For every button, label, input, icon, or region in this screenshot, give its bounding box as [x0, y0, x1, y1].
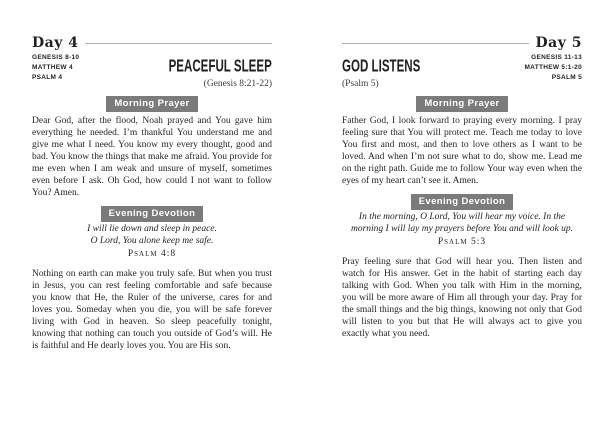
morning-prayer-badge: Morning Prayer — [106, 96, 197, 112]
header-rule — [342, 43, 529, 44]
scripture-reference: MATTHEW 4 — [32, 64, 73, 71]
evening-devotion-text: Pray feeling sure that God will hear you. Then listen and watch for His answer. Get in the habit of starting each day talking with God. When you talk with Him in the morning, you will be more aware of Him all through your day. Pray for the small things and the big things, knowing not only that God will listen to you but that He will always act to give you exactly what you need. — [342, 257, 582, 339]
badge-row — [342, 191, 582, 205]
morning-prayer-text: Father God, I look forward to praying every morning. I pray feeling sure that You will protect me. Teach me today to love You first and most, and then to love others as I want to be loved. And when I’m not sure what to do, show me. Lead me on the right path. Guide me to follow Your way even when the eyes of my heart can’t see it. Amen. — [342, 116, 582, 186]
header-rule — [85, 43, 272, 44]
title-row — [342, 53, 582, 89]
scripture-reference: MATTHEW 5:1-20 — [524, 64, 582, 71]
quote-reference: Psalm 5:3 — [437, 237, 487, 247]
page-day-5 — [342, 35, 582, 340]
devotion-subtitle: (Psalm 5) — [342, 79, 379, 89]
day-header — [32, 35, 272, 51]
evening-devotion-text: Nothing on earth can make you truly safe. But when you trust in Jesus, you can rest feeling comfortable and safe because you know that He, the Ruler of the universe, cares for and loves you. Someday when you die, you will be safe forever living with God in heaven. So sleep peacefully tonight, knowing that nothing can touch you outside of God’s will. He is faithful and He dearly loves you. You are His son. — [32, 269, 272, 351]
scripture-reference-list — [32, 53, 79, 83]
quote-line: O Lord, You alone keep me safe. — [90, 235, 214, 246]
quote-line: I will lie down and sleep in peace. — [87, 224, 217, 234]
day-number-label: Day 4 — [32, 35, 79, 51]
day-header — [342, 35, 582, 51]
scripture-reference: PSALM 4 — [32, 74, 63, 81]
scripture-reference-list — [524, 53, 582, 83]
devotion-subtitle: (Genesis 8:21-22) — [203, 79, 272, 89]
scripture-quote — [342, 212, 582, 248]
quote-line: morning I will lay my prayers before You and will look up. — [350, 223, 573, 234]
quote-reference: Psalm 4:8 — [127, 249, 177, 259]
title-row — [32, 53, 272, 89]
evening-devotion-badge: Evening Devotion — [411, 194, 514, 210]
scripture-reference: GENESIS 8-10 — [32, 54, 80, 61]
devotion-title: GOD LISTENS — [342, 55, 421, 76]
title-block — [120, 53, 272, 89]
morning-prayer-text: Dear God, after the flood, Noah prayed and You gave him everything he needed. I’m thankful You understand me and give me what I need. You know my every thought, good and bad. You know the things that make me afraid. You provide for me even when I am weak and unsure of myself, sometimes even before I ask. Oh God, how could I not want to follow You? Amen. — [32, 116, 272, 198]
day-number-label: Day 5 — [535, 35, 582, 51]
devotion-title: PEACEFUL SLEEP — [168, 55, 272, 76]
morning-prayer-badge: Morning Prayer — [416, 96, 507, 112]
evening-devotion-badge: Evening Devotion — [101, 206, 204, 222]
scripture-quote — [32, 224, 272, 260]
page-day-4 — [32, 35, 272, 352]
badge-row — [342, 93, 582, 107]
badge-row — [32, 203, 272, 217]
quote-line: In the morning, O Lord, You will hear my voice. In the — [358, 212, 566, 222]
badge-row — [32, 93, 272, 107]
scripture-reference: PSALM 5 — [551, 74, 582, 81]
scripture-reference: GENESIS 11-13 — [531, 54, 582, 61]
title-block — [342, 53, 457, 89]
